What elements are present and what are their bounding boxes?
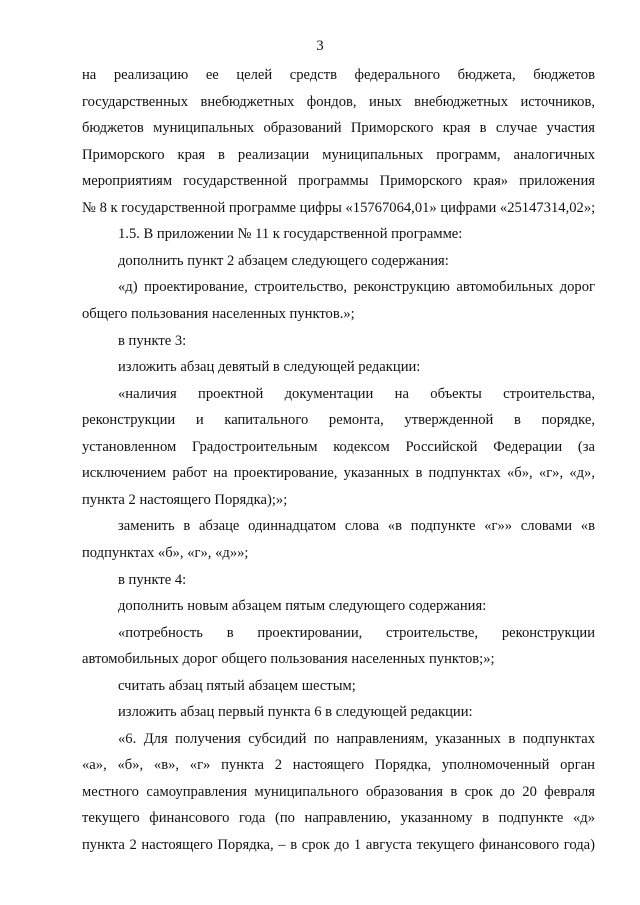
text-line: текущего финансового года (по направлению, указанному в подпункте «д» — [82, 810, 595, 827]
text-line: установленном Градостроительным кодексом Российской Федерации (за — [82, 438, 595, 455]
text-line: заменить в абзаце одиннадцатом слова «в подпункте «г»» словами «в — [118, 518, 595, 535]
text-line: на реализацию ее целей средств федерального бюджета, бюджетов — [82, 67, 595, 83]
text-line: бюджетов муниципальных образований Приморского края в случае участия — [82, 120, 595, 137]
text-line: местного самоуправления муниципального образования в срок до 20 февраля — [82, 783, 595, 800]
text-line: общего пользования населенных пунктов.»; — [82, 306, 355, 322]
text-line: дополнить новым абзацем пятым следующего содержания: — [118, 598, 487, 614]
text-line: изложить абзац девятый в следующей редакции: — [118, 359, 421, 376]
text-line: дополнить пункт 2 абзацем следующего содержания: — [118, 252, 449, 269]
text-line: «6. Для получения субсидий по направлениям, указанных в подпунктах — [118, 730, 595, 747]
text-line: в пункте 4: — [118, 571, 187, 588]
text-line: «наличия проектной документации на объекты строительства, — [118, 385, 595, 402]
text-line: пункта 2 настоящего Порядка);»; — [82, 491, 288, 508]
text-line: государственных внебюджетных фондов, иных внебюджетных источников, — [82, 93, 595, 110]
text-line: Приморского края в реализации муниципальных программ, аналогичных — [82, 146, 595, 163]
text-line: 1.5. В приложении № 11 к государственной программе: — [118, 226, 463, 243]
text-line: мероприятиям государственной программы Приморского края» приложения — [82, 173, 595, 190]
text-line: «а», «б», «в», «г» пункта 2 настоящего Порядка, уполномоченный орган — [82, 757, 595, 774]
text-line: № 8 к государственной программе цифры «15767064,01» цифрами «25147314,02»; — [82, 199, 595, 216]
page-number: 3 — [316, 38, 324, 54]
text-line: в пункте 3: — [118, 332, 187, 349]
text-line: изложить абзац первый пункта 6 в следующей редакции: — [118, 704, 473, 721]
text-line: исключением работ на проектирование, указанных в подпунктах «б», «г», «д», — [82, 465, 595, 482]
text-line: подпунктах «б», «г», «д»»; — [82, 544, 249, 561]
text-line: пункта 2 настоящего Порядка, – в срок до 1 августа текущего финансового года) — [82, 837, 595, 853]
text-line: реконструкции и капитального ремонта, утвержденной в порядке, — [82, 412, 595, 429]
text-line: считать абзац пятый абзацем шестым; — [118, 677, 356, 694]
text-line: «д) проектирование, строительство, реконструкцию автомобильных дорог — [118, 279, 595, 296]
text-line: «потребность в проектировании, строительстве, реконструкции — [118, 624, 595, 641]
text-line: автомобильных дорог общего пользования населенных пунктов;»; — [82, 651, 495, 668]
